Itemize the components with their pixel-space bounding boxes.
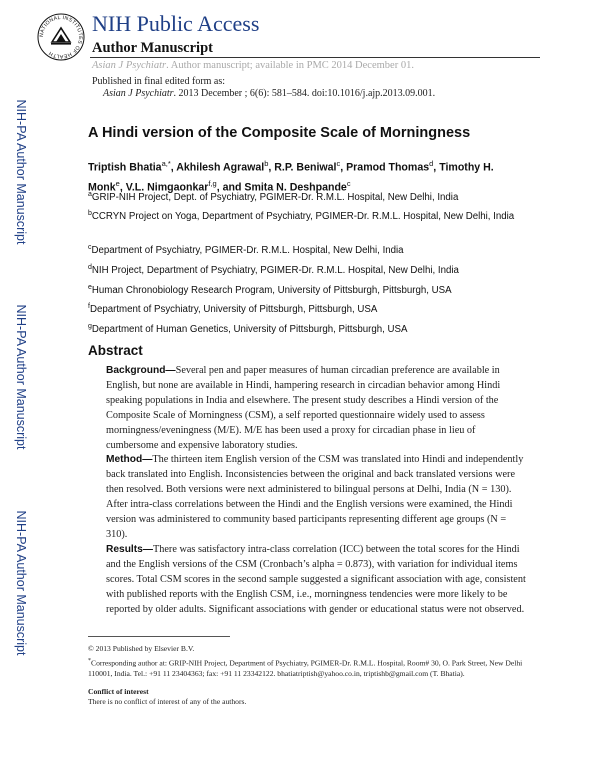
author: V.L. Nimgaonkar bbox=[125, 181, 209, 194]
author-sup: c bbox=[336, 159, 341, 168]
author: Pramod Thomas bbox=[346, 161, 430, 174]
availability-journal: Asian J Psychiatr bbox=[92, 60, 167, 71]
affiliation: $^f$Department of Psychiatry, University of Pittsburgh, Pittsburgh, USA bbox=[88, 303, 378, 316]
citation bbox=[103, 88, 435, 99]
author-sup: d bbox=[429, 159, 434, 168]
author: Akhilesh Agrawal bbox=[176, 161, 265, 174]
logo-ring-text: NATIONAL INSTITUTES OF HEALTH bbox=[38, 14, 84, 60]
author-sup: f,g bbox=[208, 178, 217, 188]
citation-journal: Asian J Psychiatr bbox=[103, 88, 174, 99]
abstract-heading: Abstract bbox=[88, 343, 143, 358]
abstract-background bbox=[106, 363, 527, 453]
results-label: Results— bbox=[106, 544, 153, 555]
author-sup: b bbox=[264, 159, 269, 168]
conflict-heading: Conflict of interest bbox=[88, 687, 149, 696]
affiliation: $^d$NIH Project, Department of Psychiatry, PGIMER-Dr. R.M.L. Hospital, New Delhi, India bbox=[88, 264, 459, 277]
affiliation: $^g$Department of Human Genetics, University of Pittsburgh, Pittsburgh, USA bbox=[88, 323, 408, 336]
author-list: Triptish Bhatia$^{a,*}$, Akhilesh Agrawal$^b$, R.P. Beniwal$^c$, Pramod Thomas$^d$, Timothy H. Monk$^e$, V.L. Nimgaonkar$^{f,g}$, and Smita N. Deshpande$^c$ bbox=[88, 159, 494, 194]
sidebar-label-2: NIH-PA Author Manuscript bbox=[14, 304, 28, 449]
copyright-note: © 2013 Published by Elsevier B.V. bbox=[88, 644, 195, 653]
author-sup: e bbox=[115, 178, 120, 188]
nih-logo bbox=[36, 12, 86, 62]
author-sup: c bbox=[346, 178, 351, 188]
method-label: Method— bbox=[106, 454, 153, 465]
author: Triptish Bhatia bbox=[88, 161, 162, 174]
affiliation: $^e$Human Chronobiology Research Program, University of Pittsburgh, Pittsburgh, USA bbox=[88, 284, 452, 297]
published-label: Published in final edited form as: bbox=[92, 76, 226, 87]
sidebar-label-3: NIH-PA Author Manuscript bbox=[14, 510, 28, 655]
article-title: A Hindi version of the Composite Scale of Morningness bbox=[88, 125, 471, 141]
conflict-text: There is no conflict of interest of any of the authors. bbox=[88, 697, 247, 706]
author-manuscript-subtitle: Author Manuscript bbox=[92, 40, 213, 56]
background-text: Several pen and paper measures of human circadian preference are available in English, but none are available in Hindi, hampering research in circadian behavior among Hindi speaking populations in India and elsewhere. The present study describes a Hindi version of the Composite Scale of Morningness (CSM), a self reported questionnaire widely used to assess morningness/eveningness (M/E). M/E has been used a proxy for circadian phase in lieu of cumbersome and expensive laboratory studies. bbox=[106, 365, 501, 451]
author: R.P. Beniwal bbox=[274, 161, 337, 174]
sidebar-label-1: NIH-PA Author Manuscript bbox=[14, 99, 28, 244]
affiliation: $^c$Department of Psychiatry, PGIMER-Dr. R.M.L. Hospital, New Delhi, India bbox=[88, 244, 404, 257]
nih-public-access-title: NIH Public Access bbox=[92, 11, 260, 36]
header-rule bbox=[90, 57, 540, 58]
abstract-results bbox=[106, 542, 527, 617]
author-sup: a,* bbox=[161, 159, 171, 168]
method-text: The thirteen item English version of the CSM was translated into Hindi and independently back translated into English. Inconsistencies between the original and back translated versions were then resolved. Both versions were next administered to bilingual persons at Delhi, India (N = 130). After intra-class correlations between the Hindi and the English versions were examined, the Hindi version was administered to community based participants representing different age groups (N = 310). bbox=[106, 454, 524, 540]
author: Timothy H. Monk bbox=[88, 161, 494, 194]
affiliation: $^a$GRIP-NIH Project, Dept. of Psychiatry, PGIMER-Dr. R.M.L. Hospital, New Delhi, India bbox=[88, 191, 459, 204]
citation-details: . 2013 December ; 6(6): 581–584. doi:10.1016/j.ajp.2013.09.001. bbox=[173, 88, 436, 99]
availability-note bbox=[92, 60, 414, 71]
abstract-method bbox=[106, 452, 527, 542]
availability-text: . Author manuscript; available in PMC 2014 December 01. bbox=[166, 60, 414, 71]
corresponding-author-note: *Corresponding author at: GRIP-NIH Project, Department of Psychiatry, PGIMER-Dr. R.M.L. Hospital, Room# 30, O. Park Street, New Delhi 110001, India. Tel.: +91 11 23404363; fax: +91 11 23342122. bhatiatriptish@yahoo.co.in, triptishb@gmail.com (T. Bhatia). bbox=[88, 658, 523, 679]
background-label: Background— bbox=[106, 365, 176, 376]
footnote-rule bbox=[88, 636, 230, 637]
author: Smita N. Deshpande bbox=[244, 181, 347, 194]
affiliation: $^b$CCRYN Project on Yoga, Department of Psychiatry, PGIMER-Dr. R.M.L. Hospital, New Delhi, India bbox=[88, 210, 515, 223]
results-text: There was satisfactory intra-class correlation (ICC) between the total scores for the Hindi and the English versions of the CSM (Cronbach’s alpha = 0.873), with variation for individual items scores. Total CSM scores in the second sample suggested a significant association with age, consistent with published reports with the English CSM, i.e., morningness tendencies were more likely to be reported by older adults. Significant associations with gender or educational status were not observed. bbox=[106, 544, 526, 615]
